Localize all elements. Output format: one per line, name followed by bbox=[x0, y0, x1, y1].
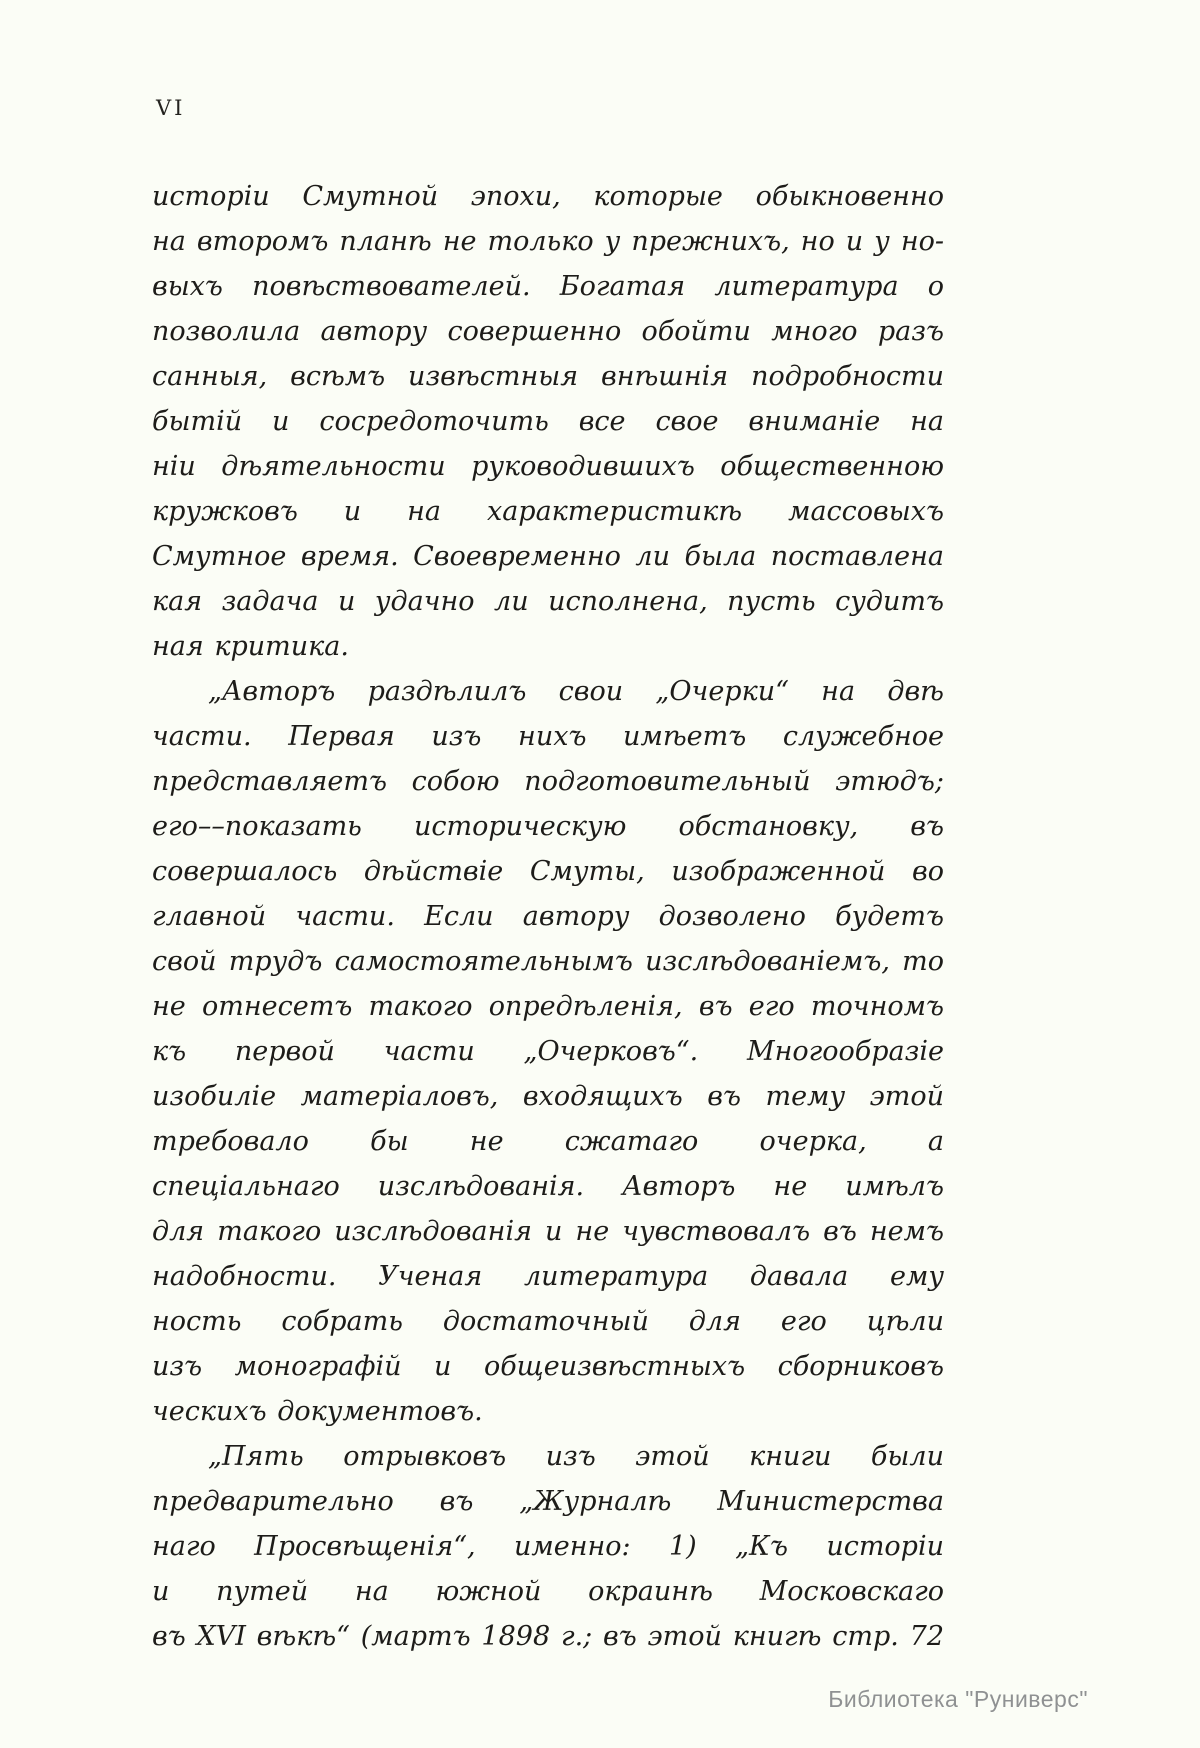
text-line: Смутное время. Своевременно ли была поставлена bbox=[152, 541, 944, 572]
text-line: наго Просвѣщенія“, именно: 1) „Къ исторіи bbox=[152, 1531, 944, 1562]
text-line: бытій и сосредоточить все свое вниманіе на bbox=[152, 406, 944, 437]
text-line: позволила автору совершенно обойти много разъ bbox=[152, 316, 944, 347]
text-line: на второмъ планѣ не только у прежнихъ, но и у но- bbox=[152, 226, 944, 257]
text-line: части. Первая изъ нихъ имѣетъ служебное bbox=[152, 721, 944, 752]
text-line: ность собрать достаточный для его цѣли bbox=[152, 1306, 944, 1337]
text-line: кружковъ и на характеристикѣ массовыхъ bbox=[152, 496, 944, 527]
text-line: санныя, всѣмъ извѣстныя внѣшнія подробности bbox=[152, 361, 944, 392]
text-line: спеціальнаго изслѣдованія. Авторъ не имѣлъ bbox=[152, 1171, 944, 1202]
text-line: для такого изслѣдованія и не чувствовалъ въ немъ bbox=[152, 1216, 944, 1247]
library-watermark: Библиотека "Руниверс" bbox=[828, 1686, 1088, 1712]
text-line: ніи дѣятельности руководившихъ общественною bbox=[152, 451, 944, 482]
text-line: свой трудъ самостоятельнымъ изслѣдованіемъ, то bbox=[152, 946, 944, 977]
text-line: къ первой части „Очерковъ“. Многообразіе bbox=[152, 1036, 944, 1067]
text-line: ная критика. bbox=[152, 631, 349, 662]
page-number: VI bbox=[156, 96, 186, 120]
book-page-text bbox=[152, 174, 944, 1659]
text-line: „Авторъ раздѣлилъ свои „Очерки“ на двѣ bbox=[208, 676, 944, 707]
text-line: не отнесетъ такого опредѣленія, въ его точномъ bbox=[152, 991, 944, 1022]
text-line: его––показать историческую обстановку, въ bbox=[152, 811, 944, 842]
text-line: кая задача и удачно ли исполнена, пусть судитъ bbox=[152, 586, 944, 617]
text-line: и путей на южной окраинѣ Московскаго bbox=[152, 1576, 944, 1607]
text-line: исторіи Смутной эпохи, которые обыкновенно bbox=[152, 181, 944, 212]
text-line: выхъ повѣствователей. Богатая литература о bbox=[152, 271, 944, 302]
text-line: требовало бы не сжатаго очерка, а bbox=[152, 1126, 944, 1157]
text-line: въ XVI вѣкѣ“ (мартъ 1898 г.; въ этой книгѣ стр. 72 bbox=[152, 1621, 944, 1652]
text-line: ческихъ документовъ. bbox=[152, 1396, 483, 1427]
text-line: представляетъ собою подготовительный этюдъ; bbox=[152, 766, 944, 797]
text-line: „Пять отрывковъ изъ этой книги были bbox=[208, 1441, 944, 1472]
text-line: надобности. Ученая литература давала ему bbox=[152, 1261, 944, 1292]
text-line: совершалось дѣйствіе Смуты, изображенной во bbox=[152, 856, 944, 887]
text-line: главной части. Если автору дозволено будетъ bbox=[152, 901, 944, 932]
text-line: изобиліе матеріаловъ, входящихъ въ тему этой bbox=[152, 1081, 944, 1112]
text-line: предварительно въ „Журналѣ Министерства bbox=[152, 1486, 944, 1517]
text-line: изъ монографій и общеизвѣстныхъ сборниковъ bbox=[152, 1351, 944, 1382]
